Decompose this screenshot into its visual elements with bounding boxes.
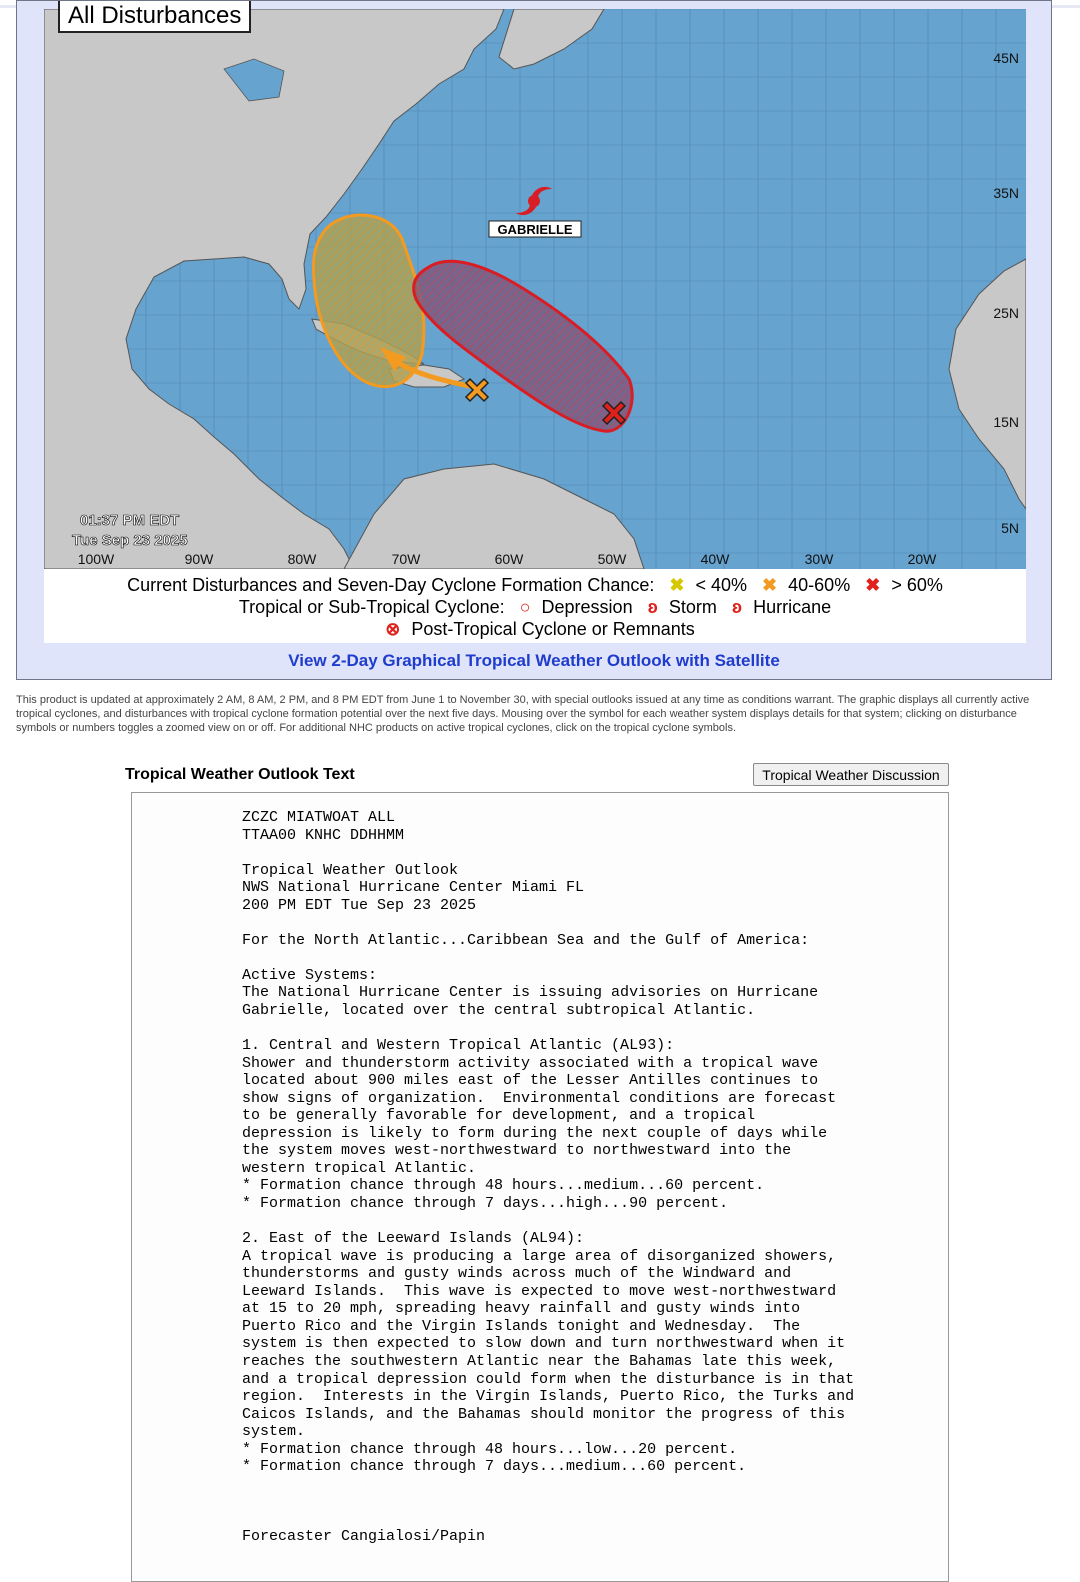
- latitude-label: 35N: [993, 185, 1019, 201]
- longitude-label: 30W: [804, 551, 834, 567]
- storm-name-label: GABRIELLE: [497, 222, 573, 237]
- legend-post-tropical: Post-Tropical Cyclone or Remnants: [411, 619, 695, 640]
- storm-icon: ʚ: [647, 597, 658, 618]
- legend-medium: 40-60%: [788, 575, 851, 596]
- outlook-map[interactable]: [44, 9, 1026, 569]
- latitude-label: 45N: [993, 50, 1019, 66]
- legend-storm: Storm: [668, 597, 717, 618]
- longitude-label: 40W: [700, 551, 730, 567]
- legend-low: < 40%: [695, 575, 748, 596]
- legend-formation-label: Current Disturbances and Seven-Day Cyclone Formation Chance:: [127, 575, 655, 596]
- map-title: All Disturbances: [58, 1, 251, 33]
- map-legend: [44, 569, 1026, 643]
- medium-chance-x-icon: ✖: [762, 575, 778, 596]
- legend-cyclone-label: Tropical or Sub-Tropical Cyclone:: [238, 597, 505, 618]
- product-description: This product is updated at approximately 2 AM, 8 AM, 2 PM, and 8 PM EDT from June 1 to November 30, with special outlooks issued at any time as conditions warrant. The graphic displays all currently active tropical cyclones, and disturbances with tropical cyclone formation potential over the next five days. Mousing over the symbol for each weather system displays details for that system; clicking on disturbance symbols or numbers toggles a zoomed view on or off. For additional NHC products on active tropical cyclones, click on the tropical cyclone symbols.: [16, 694, 1030, 734]
- high-chance-x-icon: ✖: [865, 575, 881, 596]
- legend-row-post-tropical: [44, 617, 1026, 640]
- two-day-outlook-link[interactable]: View 2-Day Graphical Tropical Weather Outlook with Satellite: [288, 651, 780, 670]
- longitude-label: 60W: [494, 551, 524, 567]
- legend-high: > 60%: [891, 575, 943, 596]
- legend-row-cyclone: [44, 595, 1026, 618]
- longitude-label: 50W: [597, 551, 627, 567]
- outlook-map-panel: [16, 0, 1052, 680]
- outlook-text-heading: Tropical Weather Outlook Text: [125, 766, 355, 783]
- map-svg: [44, 9, 1026, 569]
- longitude-label: 100W: [77, 551, 115, 567]
- longitude-label: 70W: [391, 551, 421, 567]
- post-tropical-icon: ⊗: [385, 619, 401, 640]
- outlook-text: ZCZC MIATWOAT ALL TTAA00 KNHC DDHHMM Tropical Weather Outlook NWS National Hurricane Center Miami FL 200 PM EDT Tue Sep 23 2025 For the North Atlantic...Caribbean Sea and the Gulf of America: Active Systems: The National Hurricane Center is issuing advisories on Hurricane Gabrielle, located over the central subtropical Atlantic. 1. Central and Western Tropical Atlantic (AL93): Shower and thunderstorm activity associated with a tropical wave located about 900 miles east of the Lesser Antilles continues to show signs of organization. Environmental conditions are forecast to be generally favorable for development, and a tropical depression is likely to form during the next couple of days while the system moves west-northwestward to northwestward into the western tropical Atlantic. * Formation chance through 48 hours...medium...60 percent. * Formation chance through 7 days...high...90 percent. 2. East of the Leeward Islands (AL94): A tropical wave is producing a large area of disorganized showers, thunderstorms and gusty winds across much of the Windward and Leeward Islands. This wave is expected to move west-northwestward at 15 to 20 mph, spreading heavy rainfall and gusty winds into Puerto Rico and the Virgin Islands tonight and Wednesday. The system is then expected to slow down and turn northwestward when it reaches the southwestern Atlantic near the Bahamas late this week, and a tropical depression could form when the disturbance is in that region. Interests in the Virgin Islands, Puerto Rico, the Turks and Caicos Islands, and the Bahamas should monitor the progress of this system. * Formation chance through 48 hours...low...20 percent. * Formation chance through 7 days...medium...60 percent. Forecaster Cangialosi/Papin: [242, 809, 855, 1546]
- latitude-label: 25N: [993, 305, 1019, 321]
- low-chance-x-icon: ✖: [669, 575, 685, 596]
- tropical-weather-discussion-button[interactable]: Tropical Weather Discussion: [753, 763, 949, 786]
- legend-row-formation-chance: [44, 573, 1026, 596]
- map-time: 01:37 PM EDT: [80, 512, 180, 529]
- hurricane-icon: ʚ: [731, 597, 743, 618]
- longitude-label: 80W: [287, 551, 317, 567]
- longitude-labels: [78, 551, 937, 567]
- longitude-label: 20W: [907, 551, 937, 567]
- map-date: Tue Sep 23 2025: [72, 532, 188, 549]
- depression-icon: ○: [519, 597, 531, 618]
- outlook-text-box: [131, 792, 949, 1582]
- legend-hurricane: Hurricane: [753, 597, 832, 618]
- legend-depression: Depression: [541, 597, 633, 618]
- latitude-label: 15N: [993, 414, 1019, 430]
- longitude-label: 90W: [184, 551, 214, 567]
- latitude-label: 5N: [1001, 520, 1019, 536]
